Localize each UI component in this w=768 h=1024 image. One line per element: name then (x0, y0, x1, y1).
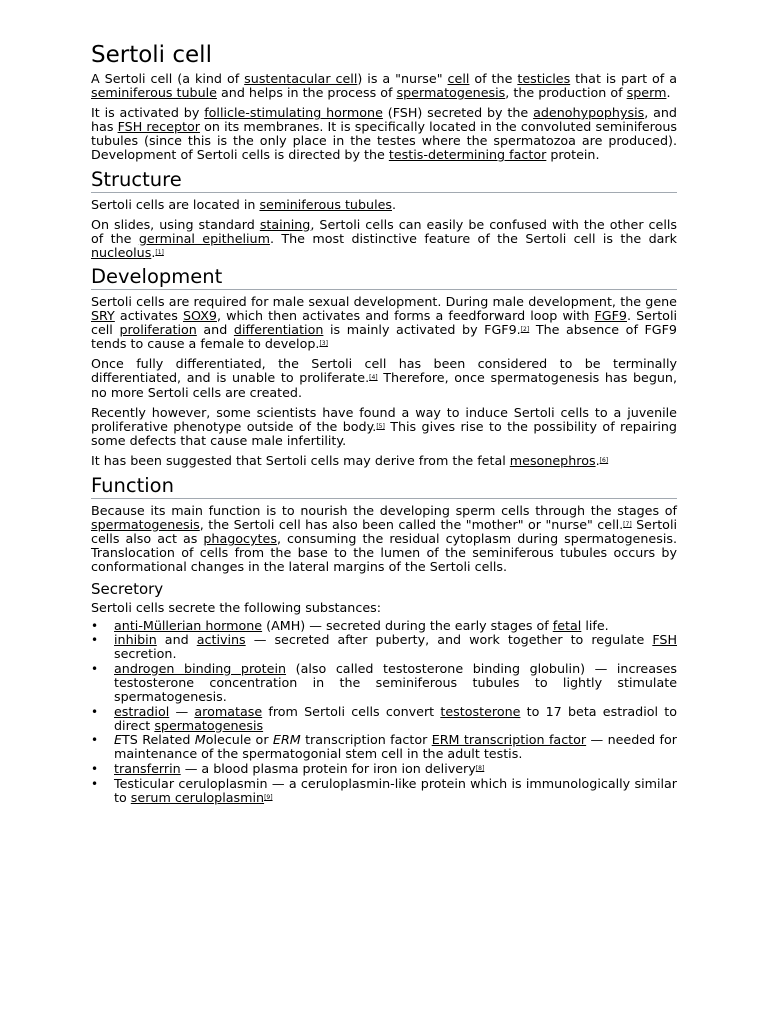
text: , consuming the residual cytoplasm during spermatogenesis. Translocation of cells from the base to the lumen of the seminiferous tubules occurs by conformational changes in the lateral margins of the Sertoli cells. (91, 531, 677, 575)
citation-ref[interactable]: [7] (623, 521, 632, 529)
link-seminiferous-tubule[interactable]: seminiferous tubule (91, 85, 217, 101)
list-item (91, 733, 677, 761)
citation-ref[interactable]: [9] (264, 793, 273, 801)
link-androgen-binding-protein[interactable]: androgen binding protein (114, 660, 287, 676)
development-paragraph-1 (91, 295, 677, 351)
text: TS Related (122, 732, 195, 748)
link-testis-determining-factor[interactable]: testis-determining factor (388, 147, 547, 163)
link-follicle-stimulating-hormone[interactable]: follicle-stimulating hormone (204, 105, 383, 121)
text: E (114, 732, 123, 748)
citation-ref[interactable]: [1] (155, 248, 164, 256)
text: , the Sertoli cell has also been called the "mother" or "nurse" cell. (199, 517, 624, 533)
text: activates (114, 308, 183, 324)
text: It is activated by (91, 105, 205, 121)
text: life. (581, 617, 609, 633)
list-item (91, 662, 677, 704)
link-erm-transcription-factor[interactable]: ERM transcription factor (431, 732, 587, 748)
text: . (666, 85, 671, 101)
link-phagocytes[interactable]: phagocytes (203, 531, 277, 547)
structure-paragraph-1 (91, 198, 677, 212)
text: Because its main function is to nourish the developing sperm cells through the stages of (91, 502, 677, 518)
list-item (91, 777, 677, 805)
text: , Sertoli cells can easily be confused with the other cells of the (91, 216, 677, 246)
link-fsh[interactable]: FSH (652, 632, 677, 648)
section-heading-structure: Structure (91, 169, 677, 193)
text: M (194, 732, 206, 748)
text: and helps in the process of (216, 85, 397, 101)
list-item (91, 633, 677, 661)
link-transferrin[interactable]: transferrin (114, 760, 181, 776)
link-sperm[interactable]: sperm (626, 85, 667, 101)
text: and (196, 322, 234, 338)
structure-paragraph-2 (91, 218, 677, 260)
citation-ref[interactable]: [6] (599, 456, 609, 464)
intro-paragraph-2 (91, 106, 677, 162)
link-mesonephros[interactable]: mesonephros (509, 452, 596, 468)
development-paragraph-3 (91, 406, 677, 448)
text: Therefore, once spermatogenesis has begun, no more Sertoli cells are created. (91, 370, 677, 400)
text: The absence of FGF9 tends to cause a female to develop. (91, 322, 678, 352)
text: on its membranes. It is specifically located in the convoluted seminiferous tubules (since this is the only place in the testes where the spermatozoa are produced). Development of Sertoli cells is directed by the (91, 119, 677, 163)
link-spermatogenesis[interactable]: spermatogenesis (396, 85, 506, 101)
link-aromatase[interactable]: aromatase (194, 703, 263, 719)
citation-ref[interactable]: [4] (369, 374, 378, 382)
text: Recently however, some scientists have found a way to induce Sertoli cells to a juvenile proliferative phenotype outside of the body. (91, 404, 677, 434)
text: . (151, 244, 156, 260)
text: and (156, 632, 197, 648)
function-paragraph-1 (91, 504, 677, 574)
text: to 17 beta estradiol to direct (114, 703, 677, 733)
citation-ref[interactable]: [8] (475, 764, 485, 772)
text: This gives rise to the possibility of repairing some defects that cause male infertility. (91, 418, 677, 448)
link-spermatogenesis[interactable]: spermatogenesis (91, 517, 200, 533)
list-item (91, 762, 677, 776)
section-heading-development: Development (91, 266, 677, 290)
link-adenohypophysis[interactable]: adenohypophysis (533, 105, 645, 121)
text: Sertoli cells also act as (91, 517, 677, 547)
intro-paragraph-1 (91, 72, 677, 100)
link-fsh-receptor[interactable]: FSH receptor (117, 119, 200, 135)
link-seminiferous-tubules[interactable]: seminiferous tubules (259, 196, 393, 212)
link-spermatogenesis[interactable]: spermatogenesis (154, 717, 264, 733)
link-inhibin[interactable]: inhibin (114, 632, 157, 648)
link-estradiol[interactable]: estradiol (114, 703, 170, 719)
link-nucleolus[interactable]: nucleolus (91, 244, 152, 260)
link-fgf9[interactable]: FGF9 (594, 308, 627, 324)
text: , and has (91, 105, 677, 135)
text: is mainly activated by FGF9. (323, 322, 521, 338)
link-cell[interactable]: cell (447, 71, 470, 86)
text: . (392, 196, 397, 212)
text: that is part of a (570, 71, 678, 86)
citation-ref[interactable]: [3] (319, 340, 328, 348)
text: . The most distinctive feature of the Sertoli cell is the dark (269, 230, 677, 246)
link-fetal[interactable]: fetal (552, 617, 582, 633)
text: — needed for maintenance of the spermatogonial stem cell in the adult testis. (114, 732, 677, 762)
text: . Sertoli cell (91, 308, 677, 338)
text: , the production of (505, 85, 627, 101)
development-paragraph-4 (91, 454, 677, 468)
text: Sertoli cells are required for male sexual development. During male development, the gene (91, 293, 677, 309)
link-testicles[interactable]: testicles (517, 71, 571, 86)
link-activins[interactable]: activins (196, 632, 246, 648)
text: Sertoli cells are located in (91, 196, 260, 212)
section-heading-function: Function (91, 475, 677, 499)
article-content (91, 42, 677, 805)
secretion-list (91, 619, 677, 805)
link-anti-mullerian-hormone[interactable]: anti-Müllerian hormone (114, 617, 263, 633)
text: , which then activates and forms a feedforward loop with (216, 308, 595, 324)
link-sustentacular-cell[interactable]: sustentacular cell (244, 71, 358, 86)
text: secretion. (114, 646, 177, 662)
link-differentiation[interactable]: differentiation (233, 322, 324, 338)
text: A Sertoli cell (a kind of (91, 71, 245, 86)
text: (AMH) — secreted during the early stages of (262, 617, 553, 633)
link-testosterone[interactable]: testosterone (440, 703, 521, 719)
text: ) is a "nurse" (357, 71, 448, 86)
text: Once fully differentiated, the Sertoli cell has been considered to be terminally differentiated, and is unable to proliferate. (91, 356, 677, 386)
text: ERM (272, 732, 301, 748)
citation-ref[interactable]: [2] (520, 326, 530, 334)
link-proliferation[interactable]: proliferation (119, 322, 197, 338)
citation-ref[interactable]: [5] (376, 422, 385, 430)
text: . (595, 452, 600, 468)
page-title: Sertoli cell (91, 42, 212, 68)
link-germinal-epithelium[interactable]: germinal epithelium (138, 230, 270, 246)
subsection-heading-secretory: Secretory (91, 580, 164, 599)
link-staining[interactable]: staining (259, 216, 311, 232)
text: olecule or (205, 732, 273, 748)
list-item (91, 705, 677, 733)
link-sry[interactable]: SRY (91, 308, 115, 324)
text: from Sertoli cells convert (262, 703, 441, 719)
link-serum-ceruloplasmin[interactable]: serum ceruloplasmin (130, 789, 265, 805)
secretory-intro: Sertoli cells secrete the following substances: (91, 600, 382, 616)
text: On slides, using standard (91, 216, 260, 232)
text: — secreted after puberty, and work together to regulate (245, 632, 653, 648)
text: — a blood plasma protein for iron ion delivery (180, 760, 476, 776)
list-item (91, 619, 677, 633)
text: Testicular ceruloplasmin — a ceruloplasmin-like protein which is immunologically similar to (114, 775, 677, 805)
text: protein. (546, 147, 600, 163)
text: transcription factor (300, 732, 432, 748)
development-paragraph-2 (91, 357, 677, 399)
text: — (169, 703, 195, 719)
text: (also called testosterone binding globulin) — increases testosterone concentration in the seminiferous tubules to lightly stimulate spermatogenesis. (114, 660, 677, 704)
link-sox9[interactable]: SOX9 (182, 308, 217, 324)
text: It has been suggested that Sertoli cells may derive from the fetal (91, 452, 510, 468)
text: (FSH) secreted by the (382, 105, 534, 121)
text: of the (469, 71, 518, 86)
